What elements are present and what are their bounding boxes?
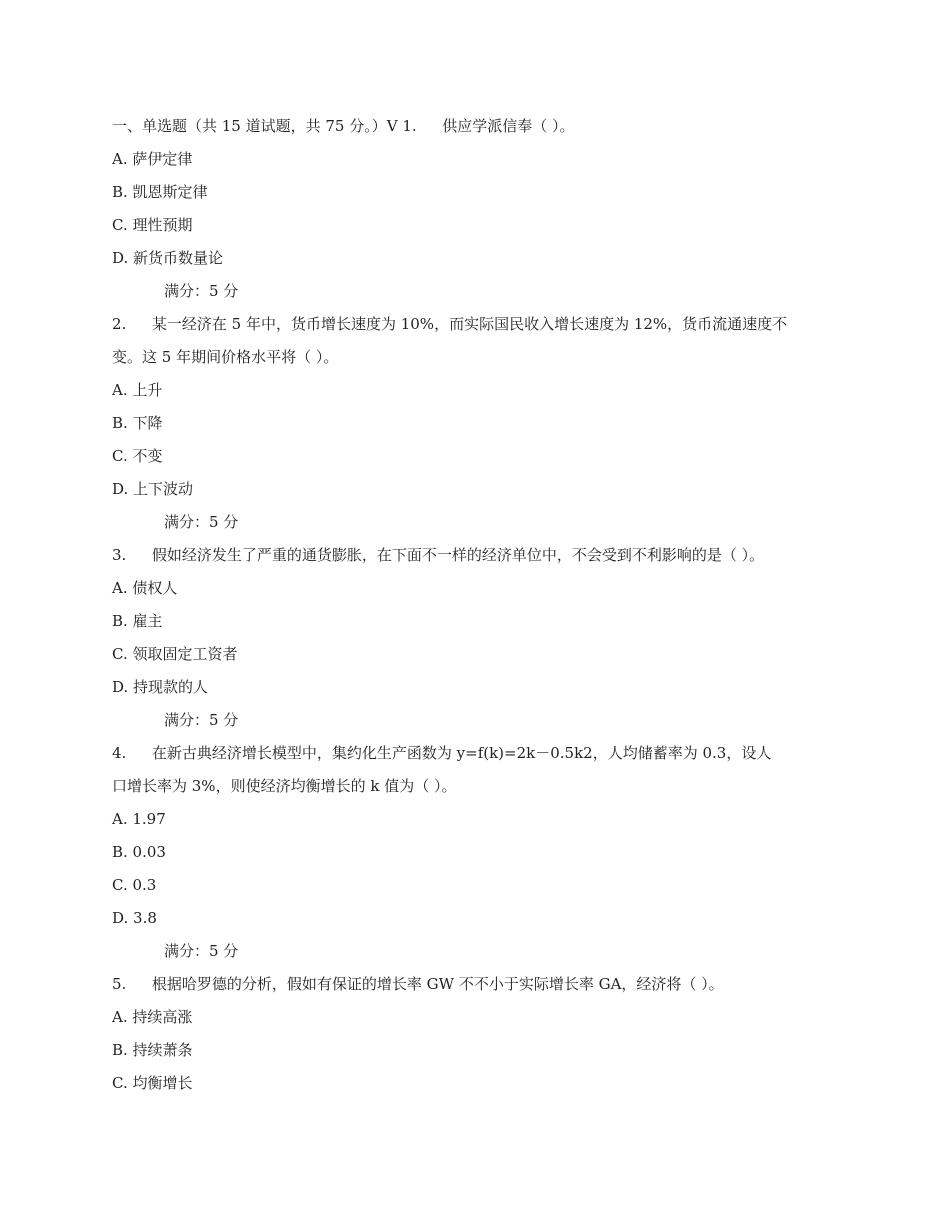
question-text: 供应学派信奉（ ）。 — [442, 117, 575, 135]
section-header: 一、单选题（共 15 道试题，共 75 分。）V — [112, 117, 398, 135]
question-number: 4. — [112, 744, 127, 762]
question-number: 5. — [112, 975, 127, 993]
question-line — [112, 308, 872, 341]
option: A. 债权人 — [112, 579, 178, 597]
question-text: 根据哈罗德的分析，假如有保证的增长率 GW 不不小于实际增长率 GA，经济将（ ）。 — [151, 975, 724, 993]
question-line — [112, 539, 872, 572]
option: A. 持续高涨 — [112, 1008, 193, 1026]
option: C. 均衡增长 — [112, 1074, 193, 1092]
option: A. 萨伊定律 — [112, 150, 193, 168]
question-number: 2. — [112, 315, 127, 333]
option: D. 上下波动 — [112, 480, 194, 498]
question-text-continued: 口增长率为 3%，则使经济均衡增长的 k 值为（ ）。 — [112, 777, 457, 795]
score-line: 满分：5 分 — [164, 942, 239, 960]
option: C. 不变 — [112, 447, 163, 465]
option: B. 凯恩斯定律 — [112, 183, 208, 201]
section-header-line — [112, 110, 872, 143]
option: B. 0.03 — [112, 843, 166, 861]
option: B. 下降 — [112, 414, 163, 432]
question-text: 在新古典经济增长模型中，集约化生产函数为 y=f(k)=2k－0.5k2，人均储蓄率为 0.3，设人 — [151, 744, 772, 762]
question-text-continued: 变。这 5 年期间价格水平将（ ）。 — [112, 348, 339, 366]
score-line: 满分：5 分 — [164, 282, 239, 300]
option: D. 3.8 — [112, 909, 157, 927]
option: C. 领取固定工资者 — [112, 645, 238, 663]
option: C. 理性预期 — [112, 216, 193, 234]
exam-content — [112, 110, 872, 1100]
question-number: 3. — [112, 546, 127, 564]
question-text: 某一经济在 5 年中，货币增长速度为 10%，而实际国民收入增长速度为 12%，货币流通速度不 — [151, 315, 788, 333]
option: B. 持续萧条 — [112, 1041, 193, 1059]
score-line: 满分：5 分 — [164, 513, 239, 531]
question-line — [112, 737, 872, 770]
option: D. 持现款的人 — [112, 678, 209, 696]
option: D. 新货币数量论 — [112, 249, 224, 267]
option: A. 上升 — [112, 381, 163, 399]
question-text: 假如经济发生了严重的通货膨胀，在下面不一样的经济单位中，不会受到不利影响的是（ ）。 — [151, 546, 765, 564]
score-line: 满分：5 分 — [164, 711, 239, 729]
option: A. 1.97 — [112, 810, 166, 828]
question-number: 1. — [402, 117, 417, 135]
option: C. 0.3 — [112, 876, 157, 894]
option: B. 雇主 — [112, 612, 163, 630]
question-line — [112, 968, 872, 1001]
